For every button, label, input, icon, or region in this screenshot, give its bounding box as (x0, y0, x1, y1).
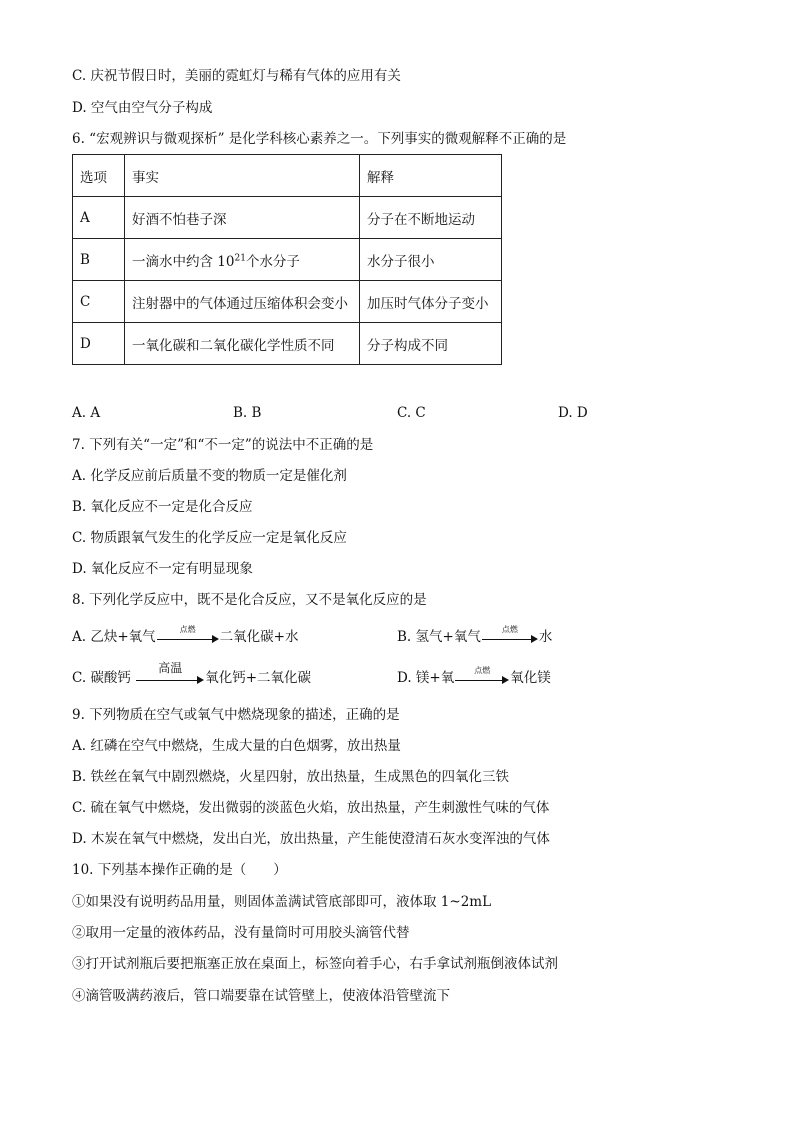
table-row (73, 239, 502, 281)
fact-text-post: 个水分子 (245, 253, 300, 270)
q5-option-d: D. 空气由空气分子构成 (72, 100, 213, 116)
q7-option-c: C. 物质跟氧气发生的化学反应一定是氧化反应 (72, 530, 347, 546)
reactants: B. 氢气+氧气 (397, 629, 481, 645)
q7-option-d: D. 氧化反应不一定有明显现象 (72, 561, 253, 577)
header-option: 选项 (73, 155, 125, 197)
q10-statement-1: ①如果没有说明药品用量，则固体盖满试管底部即可，液体取 1~2mL (72, 894, 492, 910)
row-option: A (73, 197, 125, 239)
row-fact: 注射器中的气体通过压缩体积会变小 (125, 281, 360, 323)
q6-choice-c: C. C (397, 405, 426, 421)
q8-option-b (397, 624, 553, 648)
q8-option-c (72, 660, 312, 689)
products: 二氧化碳+水 (219, 629, 299, 645)
fact-text-pre: 一滴水中约含 10 (132, 253, 235, 270)
condition-label: 点燃 (179, 624, 196, 634)
row-explanation: 加压时气体分子变小 (360, 281, 502, 323)
row-explanation: 分子构成不同 (360, 323, 502, 365)
products: 氧化钙+二氧化碳 (205, 670, 312, 686)
condition-label: 点燃 (501, 624, 518, 634)
condition-label: 点燃 (474, 665, 491, 675)
row-explanation: 分子在不断地运动 (360, 197, 502, 239)
q6-choice-b: B. B (233, 405, 262, 421)
row-option: D (73, 323, 125, 365)
row-option: B (73, 239, 125, 281)
q6-table (72, 154, 502, 365)
q10-statement-2: ②取用一定量的液体药品，没有量筒时可用胶头滴管代替 (72, 925, 410, 941)
products: 水 (538, 629, 553, 645)
reaction-arrow-icon (482, 624, 538, 648)
row-fact (125, 239, 360, 281)
reaction-arrow-icon (136, 660, 204, 689)
table-row (73, 323, 502, 365)
products: 氧化镁 (510, 670, 551, 686)
q9-stem: 9. 下列物质在空气或氧气中燃烧现象的描述，正确的是 (72, 707, 400, 723)
reactants: C. 碳酸钙 (72, 670, 131, 686)
q6-choice-a: A. A (72, 405, 101, 421)
q7-option-a: A. 化学反应前后质量不变的物质一定是催化剂 (72, 468, 347, 484)
q5-option-c: C. 庆祝节假日时，美丽的霓虹灯与稀有气体的应用有关 (72, 68, 401, 84)
header-explanation: 解释 (360, 155, 502, 197)
table-header-row (73, 155, 502, 197)
header-fact: 事实 (125, 155, 360, 197)
q9-option-c: C. 硫在氧气中燃烧，发出微弱的淡蓝色火焰，放出热量，产生刺激性气味的气体 (72, 800, 550, 816)
row-option: C (73, 281, 125, 323)
table-row (73, 281, 502, 323)
reactants: A. 乙炔+氧气 (72, 629, 156, 645)
reaction-arrow-icon (455, 665, 509, 689)
exponent: 21 (234, 253, 246, 263)
q9-option-b: B. 铁丝在氧气中剧烈燃烧，火星四射，放出热量，生成黑色的四氧化三铁 (72, 769, 510, 785)
row-fact: 一氧化碳和二氧化碳化学性质不同 (125, 323, 360, 365)
q9-option-a: A. 红磷在空气中燃烧，生成大量的白色烟雾，放出热量 (72, 738, 401, 754)
q10-statement-3: ③打开试剂瓶后要把瓶塞正放在桌面上，标签向着手心，右手拿试剂瓶倒液体试剂 (72, 956, 558, 972)
q8-option-a (72, 624, 299, 648)
q6-choice-d: D. D (558, 405, 588, 421)
q10-statement-4: ④滴管吸满药液后，管口端要靠在试管壁上，使液体沿管壁流下 (72, 988, 450, 1004)
q10-stem: 10. 下列基本操作正确的是（ ） (72, 862, 287, 878)
table-row (73, 197, 502, 239)
q9-option-d: D. 木炭在氧气中燃烧，发出白光，放出热量，产生能使澄清石灰水变浑浊的气体 (72, 831, 550, 847)
q7-option-b: B. 氧化反应不一定是化合反应 (72, 499, 253, 515)
reactants: D. 镁+氧 (397, 670, 455, 686)
condition-label: 高温 (158, 660, 183, 675)
q7-stem: 7. 下列有关“一定”和“不一定”的说法中不正确的是 (72, 437, 374, 453)
q8-option-d (397, 665, 551, 689)
reaction-arrow-icon (157, 624, 219, 648)
q6-stem: 6. “宏观辨识与微观探析” 是化学科核心素养之一。下列事实的微观解释不正确的是 (72, 131, 567, 147)
row-fact: 好酒不怕巷子深 (125, 197, 360, 239)
q8-stem: 8. 下列化学反应中，既不是化合反应，又不是氧化反应的是 (72, 592, 427, 608)
row-explanation: 水分子很小 (360, 239, 502, 281)
